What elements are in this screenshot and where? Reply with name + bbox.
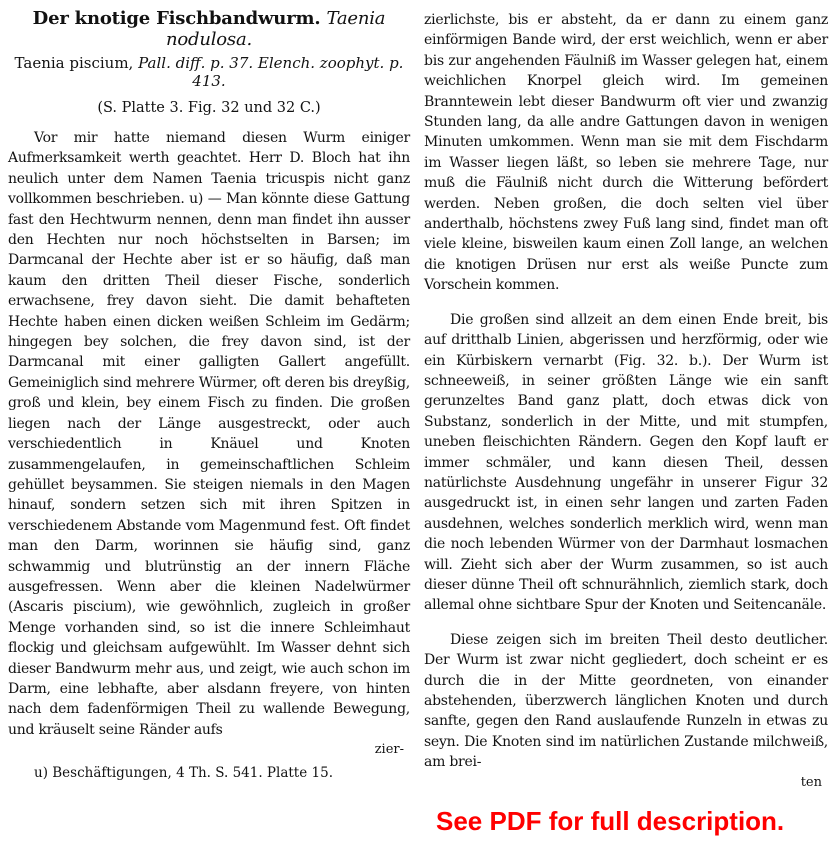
right-column-paragraph-3: Diese zeigen sich im breiten Theil desto deutlicher. Der Wurm ist zwar nicht gegliedert, doch scheint er es durch die in der Mitte geordneten, von einander abstehenden, überzwerch länglichen Knoten und durch sanfte, gegen den Rand auslaufende Runzeln in etwas zu seyn. Die Knoten sind im natürlichen Zustande milchweiß, am brei-	[424, 631, 828, 771]
left-column-paragraph: Vor mir hatte niemand diesen Wurm einiger Aufmerksamkeit werth geachtet. Herr D. Bloch hat ihn neulich unter dem Namen Taenia tricuspis nicht ganz vollkommen beschrieben. u) — Man könnte diese Gattung fast den Hechtwurm nennen, denn man findet ihn ausser den Hechten nur noch höchstselten in Barsen; im Darmcanal der Hechte aber ist er so häufig, daß man kaum den dritten Theil dieser Fische, sonderlich erwachsene, frey davon sieht. Die damit behafteten Hechte haben einen dicken weißen Schleim im Gedärm; hingegen bey solchen, die frey davon sind, ist der Darmcanal mit einer galligten Gallert angefüllt. Gemeiniglich sind mehrere Würmer, oft deren bis dreyßig, groß und klein, bey einem Fisch zu finden. Die großen liegen nach der Länge ausgestreckt, oder auch verschiedentlich in Knäuel und Knoten zusammengelaufen, in gemeinschaftlichen Schleim gehüllet beysammen. Sie steigen niemals in den Magen hinauf, sondern setzen sich mit ihren Spitzen in verschiedenem Abstande vom Magenmund fest. Oft findet man den Darm, worinnen sie häufig sind, ganz schwammig und blutrünstig an der innern Fläche ausgefressen. Wenn aber die kleinen Nadelwürmer (Ascaris piscium), wie gewöhnlich, zugleich in großer Menge vorhanden sind, so ist die innere Schleimhaut flockig und gleichsam aufgewühlt. Im Wasser dehnt sich dieser Bandwurm mehr aus, und zeigt, wie auch schon im Darm, eine lebhafte, aber alsdann freyere, von hinten nach dem fadenförmigen Theil zu wallende Bewegung, und kräuselt seine Ränder aufs	[8, 130, 410, 738]
left-column	[8, 6, 410, 782]
overlay-note: See PDF for full description.	[436, 806, 785, 836]
right-column	[424, 10, 828, 791]
synonym-references: Pall. diff. p. 37. Elench. zoophyt. p. 413.	[138, 54, 404, 90]
footnote: u) Beschäftigungen, 4 Th. S. 541. Platte 15.	[34, 765, 333, 782]
species-name-latin: Taenia nodulosa.	[165, 8, 386, 50]
right-column-paragraph-2: Die großen sind allzeit an dem einen Ende breit, bis auf dritthalb Linien, abgerissen und herzförmig, oder wie ein Kürbiskern vernarbt (Fig. 32. b.). Der Wurm ist schneeweiß, in seiner größten Länge wie ein sanft gerunzeltes Band ganz platt, doch etwas dick von Substanz, sonderlich in der Mitte, und mit stumpfen, uneben fleischichten Rändern. Gegen den Kopf lauft er immer schmäler, und kann diesen Theil, dessen natürlichste Ausdehnung ungefähr in unserer Figur 32 ausgedruckt ist, in einen sehr langen und zarten Faden ausdehnen, welches sonderlich merklich wird, wenn man die noch lebenden Würmer von der Darmhaut losmachen will. Zieht sich aber der Wurm zusammen, so ist auch dieser dünne Theil oft schnurähnlich, ziemlich stark, doch allemal ohne sichtbare Spur der Knoten und Seitencanäle.	[424, 311, 828, 614]
article-heading	[8, 8, 410, 50]
plate-reference: (S. Platte 3. Fig. 32 und 32 C.)	[97, 100, 321, 116]
synonym-line	[8, 54, 410, 90]
synonym-name: Taenia piscium,	[14, 54, 134, 72]
catchword-right: ten	[800, 774, 822, 790]
article-title-german: Der knotige Fischbandwurm.	[32, 8, 321, 29]
right-column-paragraph-1: zierlichste, bis er absteht, da er dann zu einem ganz einförmigen Bande wird, der erst weichlich, wenn er aber bis zur angehenden Fäulniß im Wasser gelegen hat, einem weichlichen Knorpel gleich wird. Im gemeinen Branntewein lebt dieser Bandwurm oft vier und zwanzig Stunden lang, da alle andre Gattungen davon in wenigen Minuten umkommen. Wenn man sie mit dem Fischdarm im Wasser liegen läßt, so leben sie mehrere Tage, nur muß die Fäulniß nicht durch die Witterung befördert werden. Neben großen, die doch selten viel über anderthalb, höchstens zwey Fuß lang sind, findet man oft viele kleine, bisweilen kaum einen Zoll lange, an welchen die knotigen Drüsen nur erst als weiße Puncte zum Vorschein kommen.	[424, 12, 828, 294]
catchword-left: zier-	[374, 742, 404, 758]
